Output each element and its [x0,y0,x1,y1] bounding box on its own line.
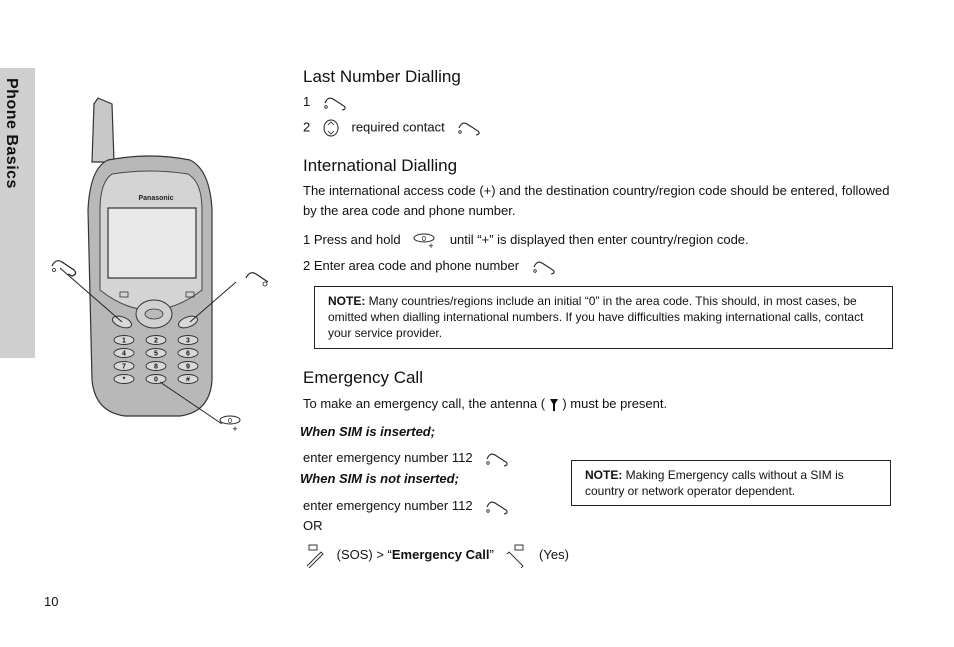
phone-key-label: 8 [154,363,158,371]
phone-key-label: 9 [186,363,190,371]
phone-key-label: 0 [154,376,158,384]
phone-key-label: 4 [122,350,126,358]
left-soft-key-icon [303,544,325,568]
last-number-heading: Last Number Dialling [303,67,461,86]
zero-plus-key-icon [412,233,438,249]
send-key-icon [322,95,348,111]
emergency-step-no-sim: enter emergency number 112 [303,498,510,515]
emergency-heading: Emergency Call [303,368,423,387]
emergency-note: NOTE: Making Emergency calls without a SIM is country or network operator dependent. [571,460,891,506]
svg-text:0: 0 [422,235,427,243]
international-step-2: 2 Enter area code and phone number [303,258,557,275]
phone-key-label: 5 [154,350,158,358]
end-key-callout-icon [246,273,268,286]
send-key-icon [456,120,482,136]
send-key-callout-icon [52,261,76,276]
send-key-icon [531,259,557,275]
last-number-step-2: 2 required contact [303,119,482,137]
phone-illustration [40,90,280,440]
zero-key-callout-icon [220,416,240,434]
international-intro: The international access code (+) and the destination country/region code should be entered, followed by the area code and phone number. [303,183,890,218]
emergency-intro: To make an emergency call, the antenna ( ) must be present. [303,396,668,411]
phone-key-label: 2 [154,337,158,345]
svg-text:+: + [428,240,434,249]
last-number-step-1: 1 [303,94,348,111]
section-tab-label: Phone Basics [3,78,20,189]
phone-key-label: * [122,376,126,384]
send-key-icon [484,499,510,515]
svg-text:+: + [232,424,238,434]
international-note: NOTE: Many countries/regions include an initial “0” in the area code. This should, in most cases, be omitted when dialling international numbers. If you have difficulties making international calls, contact your service provider. [314,286,893,349]
right-soft-key-icon [505,544,527,568]
international-heading: International Dialling [303,156,458,175]
emergency-sos-step: (SOS) > “Emergency Call” (Yes) [303,543,569,568]
navigation-key-icon [322,119,340,137]
send-key-icon [484,451,510,467]
page-number: 10 [44,594,59,609]
phone-key-label: 1 [122,337,126,345]
sim-not-inserted-label: When SIM is not inserted; [300,471,459,486]
phone-key-label: 7 [122,363,126,371]
phone-key-label: 3 [186,337,190,345]
sim-inserted-label: When SIM is inserted; [300,424,436,439]
phone-brand-logo: Panasonic [138,195,174,202]
emergency-step-sim-inserted: enter emergency number 112 [303,450,510,467]
or-text: OR [303,518,323,533]
international-step-1: 1 Press and hold 0 + until “+” is displayed then enter country/region code. [303,232,749,249]
phone-key-label: 6 [186,350,190,358]
antenna-icon [549,398,559,412]
svg-text:0: 0 [228,418,232,425]
phone-key-label: # [186,376,190,384]
